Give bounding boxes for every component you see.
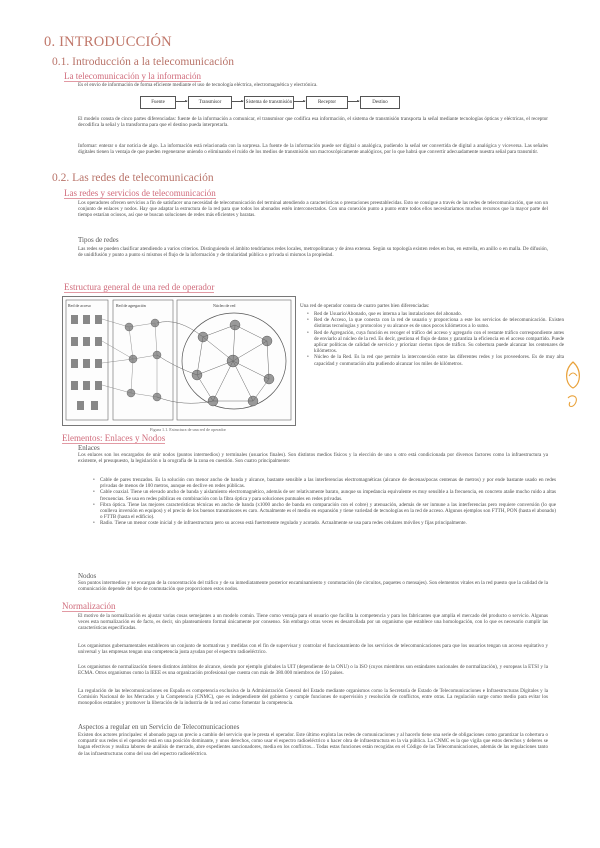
flow-arrow: [175, 101, 187, 102]
section-heading-0-1: 0.1. Introducción a la telecomunicación: [52, 56, 235, 68]
list-item: • Red de Usuario/Abonado, que es interna a las instalaciones del abonado.: [314, 311, 564, 317]
tipos-redes-paragraph: Las redes se pueden clasificar atendiendo a varios criterios. Distinguiendo el ámbito tendríamos redes locales, metropolitanas y de área extensa. Según su topología existen redes en bus, en estrella, en anillo o en malla. De difusión, de unidifusión y punto a punto si mismos el flujo de la información y de titularidad pública o privada si mismos la propiedad.: [78, 246, 548, 259]
fig-label-access: Red de acceso: [68, 303, 91, 308]
list-item: • Red de Agregación, cuya función es recoger el tráfico del acceso y agregarlo con el restante tráfico correspondiente antes de enviarlo al núcleo de la red. Es decir, gestiona el flujo de datos y garantiza la eficiencia en el acceso compartido. Puede aplicar políticas de calidad de servicio y priorizar ciertos tipos de tráfico. Su cobertura puede alcanzar los centenares de kilómetros.: [314, 330, 564, 355]
subheading-elements: Elementos: Enlaces y Nodos: [62, 433, 166, 443]
list-item: • Red de Acceso, la que conecta con la red de usuario y proporciona a este los servicios de telecomunicación. Existen distintas tecnologías y protocolos y su alcance es de unos pocos kilómetros a lo sumo.: [314, 317, 564, 329]
network-structure-figure: [62, 296, 296, 426]
fig-label-core: Núcleo de red: [213, 303, 236, 308]
intro-paragraph: Es el envío de información de forma eficiente mediante el uso de tecnología eléctrica, electromagnética y electrónica.: [78, 82, 318, 88]
list-item: • Cable de pares trenzados. Es la solución con menor ancho de banda y alcance, bastante sensible a las interferencias electromagnéticas (alcance de decenas/pocas centenas de metros) y por ende bastante usado en redes privadas de menos de 100 metros, aunque en declive en redes públicas.: [100, 477, 556, 489]
subheading-telecom-info: La telecomunicación y la información: [64, 71, 201, 81]
tipos-redes-title: Tipos de redes: [78, 236, 119, 244]
list-item: • Fibra óptica. Tiene las mejores características técnicas en ancho de banda (x1000 ancho de banda en comparación con el cobre) y atenuación, además de ser inmune a las interferencias pero requiere conversión (lo que conlleva inversión en equipos) y el precio de los buenos transmisores es caro. Actualmente es el medio en expansión y tiene variedad de tecnologías en la red de acceso. Algunos ejemplos son FTTH, PON (hasta el abonado) o FTTB (hasta el edificio).: [100, 502, 556, 521]
network-parts-list: [306, 311, 564, 367]
enlaces-title: Enlaces: [78, 444, 100, 452]
norm-paragraph-3: Los organismos de normalización tienen distintos ámbitos de alcance, siendo por ejemplo globales la UIT (dependiente de la ONU) o la ISO (cuyos miembros son estándares nacionales de normalización), y europeas la ETSI y la ECMA. Otros organismos como la IEEE es una organización profesional que cuenta con más de 380.000 miembros de 150 países.: [78, 664, 548, 677]
flow-box-transmitter: Transmisor: [188, 96, 232, 109]
flow-arrow: [347, 101, 359, 102]
enlaces-paragraph: Los enlaces son los encargados de unir nodos (puntos intermedios) y terminales (usuarios finales). Son distintos medios físicos y la elección de uno u otro está condicionada por diversos factores como la infraestructura ya existente, el presupuesto, la legislación o la orografía de la zona en cuestión. Son cuatro principalmente:: [78, 452, 548, 465]
model-paragraph: El modelo consta de cinco partes diferenciadas: fuente de la información a comunicar, el transmisor que codifica esa información, el sistema de transmisión transporta la señal mediante tecnologías ópticas y eléctricas, el receptor decodifica la señal y la transforma para que el destino pueda interpretarla.: [78, 116, 548, 129]
aspectos-paragraph: Existen dos actores principales: el abonado paga un precio a cambio del servicio que le presta el operador. Este último explota las redes de comunicaciones y al hacerlo tiene una serie de obligaciones como garantizar la cobertura o compartir sus redes si el operador está en una posición dominante, y unos derechos, como usar el espectro radioeléctrico u hacer obra de infraestructura en la vía pública. La CNMC es la que vigila que estos derechos y deberes se hagan efectivos y realiza labores de análisis de mercado, abre expedientes sancionadores, media en los conflictos... Todas estas funciones están recogidas en el Código de las Telecomunicaciones, además de las regulaciones tanto de las infraestructuras como del uso del espectro radioeléctrico.: [78, 732, 548, 757]
operator-network-intro: Una red de operador consta de cuatro partes bien diferenciadas:: [300, 303, 430, 309]
nodos-title: Nodos: [78, 572, 97, 580]
norm-paragraph-4: La regulación de las telecomunicaciones en España es competencia exclusiva de la Administración General del Estado mediante organismos como la Secretaría de Estado de Telecomunicaciones e Infraestructuras Digitales y la Comisión Nacional de los Mercados y la Competencia (CNMC), que es independiente del gobierno y cumple funciones de supervisión y resolución de conflictos, entre otras. La regulación surge como medio para evitar los monopolios estatales y promover la liberación de la industria de la red así como fomentar la competencia.: [78, 688, 548, 707]
aspectos-title: Aspectos a regular en un Servicio de Telecomunicaciones: [78, 723, 240, 731]
network-diagram-illustration: [63, 297, 295, 425]
flow-arrow: [231, 101, 243, 102]
fig-label-aggregation: Red de agregación: [116, 303, 146, 308]
subheading-normalization: Normalización: [62, 601, 116, 611]
nodos-paragraph: Son puntos intermedios y se encargan de la concentración del tráfico y de su inmediatamente posterior encaminamiento y conmutación (de circuitos, paquetes o mensajes). Son elementos vitales en la red puesto que la calidad de la comunicación depende del tipo de conmutación que proporcionen estos nodos.: [78, 580, 548, 593]
page-title: 0. INTRODUCCIÓN: [44, 34, 172, 50]
norm-paragraph-1: El motivo de la normalización es ajustar varias cosas semejantes a un modelo común. Tiene como ventaja para el usuario que facilita la competencia y para los fabricantes que amplía el mercado del producto o servicio. Algunas veces esta normalización es de facto, es decir, sin planteamiento formal únicamente por consenso. Sin embargo otras veces es desarrollada por un organismo que establece una homologación, con lo que es necesario cumplir las características especificadas.: [78, 613, 548, 632]
norm-paragraph-2: Los organismos gubernamentales establecen un conjunto de normativas y medidas con el fin de supervisar y controlar el funcionamiento de los servicios de telecomunicaciones para que los usuarios tengan un acceso equitativo y universal y las empresas tengan una competencia justa ayudan por el espectro radioeléctrico.: [78, 643, 548, 656]
section-heading-0-2: 0.2. Las redes de telecomunicación: [52, 172, 214, 184]
flow-arrow: [293, 101, 305, 102]
subheading-structure: Estructura general de una red de operador: [64, 282, 215, 292]
subheading-networks-services: Las redes y servicios de telecomunicación: [64, 188, 216, 198]
flow-box-receiver: Receptor: [306, 96, 348, 109]
list-item: • Núcleo de la Red. Es la red que permite la interconexión entre las diferentes redes y los proveedores. Es de muy alta capacidad y conmutación alta pudiendo alcanzar los miles de kilómetros.: [314, 354, 564, 366]
handwritten-doodle-icon: [562, 358, 584, 414]
flow-box-source: Fuente: [140, 96, 176, 109]
flow-box-destination: Destino: [360, 96, 400, 109]
networks-paragraph: Los operadores ofrecen servicios a fin de satisfacer una necesidad de telecomunicación del terminal atendiendo a características o prestaciones preestablecidas. Esto se consigue a través de las redes de telecomunicación, que son un conjunto de enlaces y nodos. Hay que adaptar la estructura de la red para que todos los abonados estén interconectados. Con una conexión punto a punto entre todos ellos necesitaríamos muchos recursos que la mayor parte del tiempo estarían ociosos, así que se buscan soluciones de redes más eficientes y baratas.: [78, 200, 548, 219]
flow-box-transmission-system: Sistema de transmisión: [244, 96, 294, 109]
enlaces-list: [92, 477, 556, 527]
figure-caption: Figura 1.1. Estructura de una red de operador: [150, 427, 226, 432]
information-paragraph: Informar: enterar o dar noticia de algo. La información está relacionada con la sorpresa. La fuente de la información puede ser digital o analógica, pudiendo la señal ser convertida de digital a analógica y viceversa. Las señales digitales tienen la ventaja de que pueden regenerarse uniendo o eliminando el ruido de los medios de transmisión son macroscópicamente analógicos, por lo que habrá que convertir adecuadamente nuestra señal para transmitir.: [78, 143, 548, 156]
list-item: • Radio. Tiene un menor coste inicial y de infraestructura pero su acceso está fuertemente regulado y acotado. Actualmente se usa para redes celulares móviles y fijas principalmente.: [100, 520, 556, 526]
list-item: • Cable coaxial. Tiene un elevado ancho de banda y aislamiento electromagnético, además de ser relativamente barato, aunque su impedancia equivalente es muy sensible a la frecuencia, en concreto atañe mucho ruido a altas frecuencias. Se usa en redes públicas en combinación con la fibra óptica y para soluciones puntuales en redes privadas.: [100, 489, 556, 501]
